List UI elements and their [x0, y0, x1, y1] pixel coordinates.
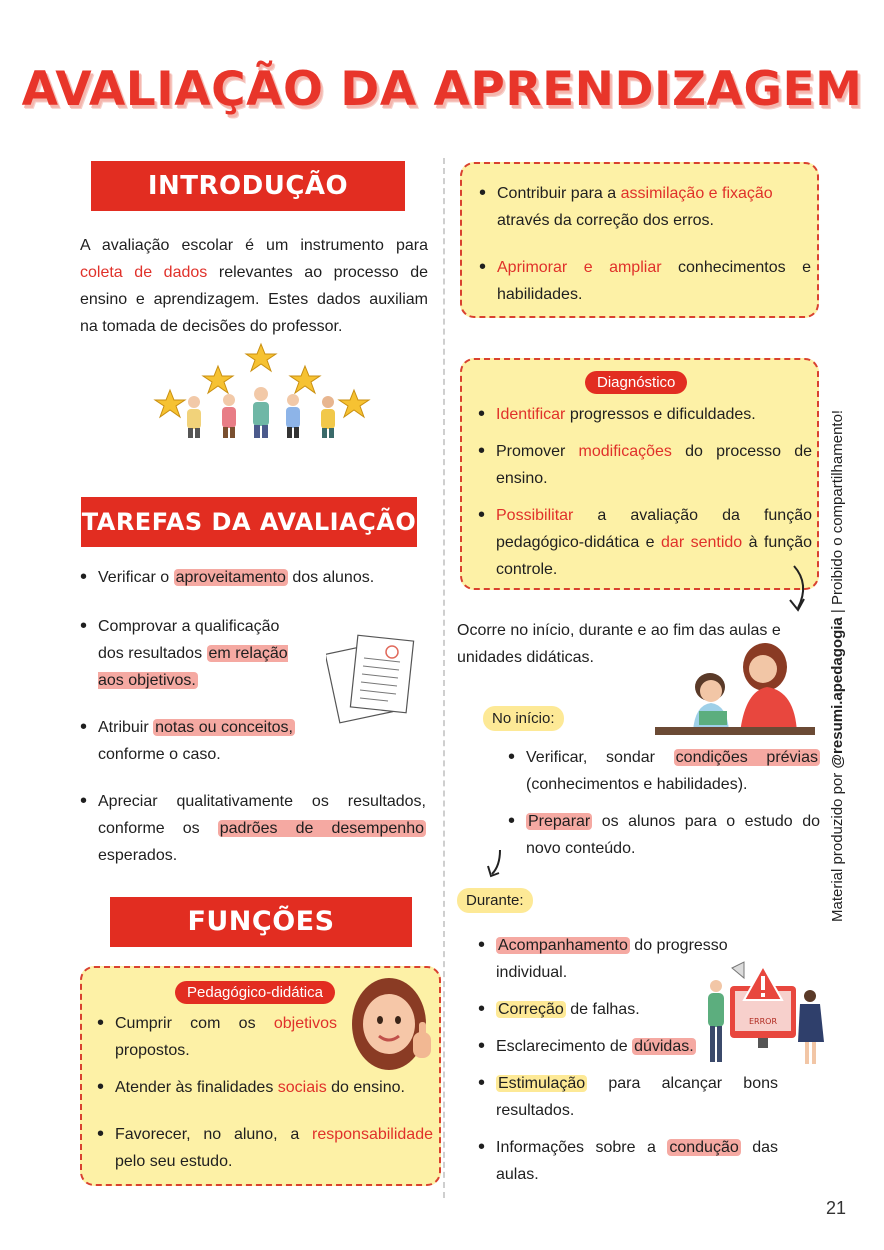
list-item: • Acompanhamento do progresso individual.: [476, 932, 778, 986]
intro-highlight: coleta de dados: [80, 264, 208, 281]
diagnostico-list: [476, 401, 812, 583]
list-item: • Estimulação para alcançar bons resultados.: [476, 1070, 778, 1124]
arrow-down-left-icon: [484, 848, 508, 880]
list-item: • Preparar os alunos para o estudo do novo conteúdo.: [506, 808, 820, 862]
ocorre-text: Ocorre no início, durante e ao fim das aulas e unidades didáticas.: [457, 622, 781, 666]
diagnostico-pill: Diagnóstico: [585, 371, 687, 394]
arrow-down-icon: [784, 562, 814, 616]
intro-heading: INTRODUÇÃO: [147, 171, 349, 201]
documents-illustration: [326, 628, 418, 726]
intro-text-1: A avaliação escolar é um instrumento para: [80, 237, 428, 254]
durante-tag: Durante:: [457, 888, 533, 913]
copyright-side-text: Material produzido por @resumi.apedagogia | Proibido o compartilhamento!: [829, 409, 846, 922]
funcoes-heading: FUNÇÕES: [187, 906, 335, 937]
list-item: • Correção de falhas.: [476, 996, 778, 1023]
tarefas-banner: [81, 497, 417, 547]
intro-paragraph: [80, 232, 428, 340]
list-item: • Apreciar qualitativamente os resultados, conforme os padrões de desempenho esperados.: [78, 788, 426, 869]
inicio-tag: No início:: [483, 706, 564, 731]
intro-banner: [91, 161, 405, 211]
contribuir-list: [477, 180, 811, 308]
list-item: • Identificar progressos e dificuldades.: [476, 401, 812, 428]
pedagogica-pill: Pedagógico-didática: [175, 981, 335, 1004]
list-item: • Verificar, sondar condições prévias (conhecimentos e habilidades).: [506, 744, 820, 798]
list-item: • Verificar o aproveitamento dos alunos.: [78, 564, 426, 591]
list-item: • Informações sobre a condução das aulas.: [476, 1134, 778, 1188]
list-item: • Favorecer, no aluno, a responsabilidade pelo seu estudo.: [95, 1121, 433, 1175]
tarefas-heading: TAREFAS DA AVALIAÇÃO: [81, 508, 417, 536]
list-item: • Atender às finalidades sociais do ensino.: [95, 1074, 433, 1101]
error-warning-illustration: [702, 960, 826, 1072]
list-item: • Esclarecimento de dúvidas.: [476, 1033, 778, 1060]
pedagogica-list: [95, 1010, 433, 1175]
page-title: AVALIAÇÃO DA APRENDIZAGEM: [21, 62, 863, 117]
list-item: • Contribuir para a assimilação e fixação através da correção dos erros.: [477, 180, 811, 234]
list-item: • Cumprir com os objetivos propostos.: [95, 1010, 433, 1064]
funcoes-banner: [110, 897, 412, 947]
intro-text-2: relevantes ao processo de ensino e aprendizagem. Estes dados auxiliam na tomada de decisões do professor.: [80, 264, 428, 335]
list-item: • Atribuir notas ou conceitos, conforme o caso.: [78, 714, 426, 768]
inicio-list: [506, 744, 820, 862]
column-divider: [443, 158, 445, 1198]
page-number: 21: [826, 1198, 847, 1218]
list-item: • Possibilitar a avaliação da função pedagógico-didática e dar sentido à função controle.: [476, 502, 812, 583]
mother-child-reading-illustration: [655, 635, 815, 737]
list-item: • Promover modificações do processo de ensino.: [476, 438, 812, 492]
error-label: ERROR: [748, 1017, 778, 1026]
people-stars-illustration: [150, 342, 375, 440]
list-item: • Aprimorar e ampliar conhecimentos e habilidades.: [477, 254, 811, 308]
list-item: • Comprovar a qualificação dos resultados em relação aos objetivos.: [78, 613, 426, 694]
